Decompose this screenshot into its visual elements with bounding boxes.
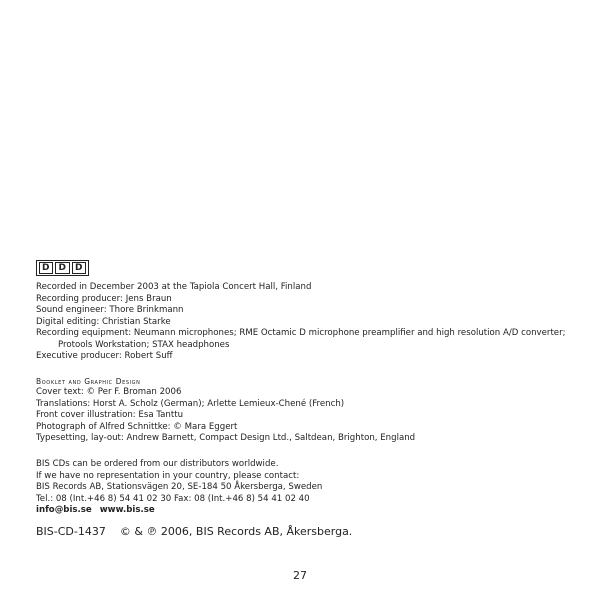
email-link[interactable]: info@bis.se [36, 505, 92, 515]
distribution-line: If we have no representation in your country, please contact: [36, 470, 300, 481]
company-address: BIS Records AB, Stationsvägen 20, SE-184 50 Åkersberga, Sweden [36, 482, 323, 492]
ddd-letter: D [55, 262, 69, 274]
booklet-design-heading: Booklet and Graphic Design [36, 377, 141, 386]
ddd-badge [36, 260, 89, 276]
booklet-design-credits [36, 376, 576, 445]
page-number: 27 [293, 569, 307, 582]
ddd-letter: D [72, 262, 86, 274]
typesetting-credit: Typesetting, lay-out: Andrew Barnett, Compact Design Ltd., Saltdean, Brighton, England [36, 433, 416, 443]
cover-text-credit: Cover text: © Per F. Broman 2006 [36, 387, 182, 397]
recording-credits [36, 282, 576, 363]
recording-equipment-cont: Protools Workstation; STAX headphones [58, 339, 230, 350]
recording-equipment: Recording equipment: Neumann microphones; RME Octamic D microphone preamplifier and high resolution A/D converter; [36, 328, 566, 338]
recording-location: Recorded in December 2003 at the Tapiola Concert Hall, Finland [36, 282, 312, 292]
digital-editing: Digital editing: Christian Starke [36, 316, 171, 327]
executive-producer: Executive producer: Robert Suff [36, 351, 173, 361]
recording-producer: Recording producer: Jens Braun [36, 293, 172, 304]
phone-fax: Tel.: 08 (Int.+46 8) 54 41 02 30 Fax: 08 (Int.+46 8) 54 41 02 40 [36, 493, 310, 504]
ddd-letter: D [39, 262, 53, 274]
copyright-line [36, 525, 576, 539]
sound-engineer: Sound engineer: Thore Brinkmann [36, 305, 184, 315]
distribution-info [36, 459, 576, 517]
distribution-line: BIS CDs can be ordered from our distributors worldwide. [36, 459, 279, 469]
catalog-number: BIS-CD-1437 [36, 525, 106, 538]
photograph-credit: Photograph of Alfred Schnittke: © Mara Eggert [36, 421, 238, 432]
copyright-notice: © & ℗ 2006, BIS Records AB, Åkersberga. [119, 525, 353, 538]
translations-credit: Translations: Horst A. Scholz (German); Arlette Lemieux-Chené (French) [36, 398, 345, 409]
website-link[interactable]: www.bis.se [99, 505, 155, 515]
front-cover-credit: Front cover illustration: Esa Tanttu [36, 410, 184, 420]
